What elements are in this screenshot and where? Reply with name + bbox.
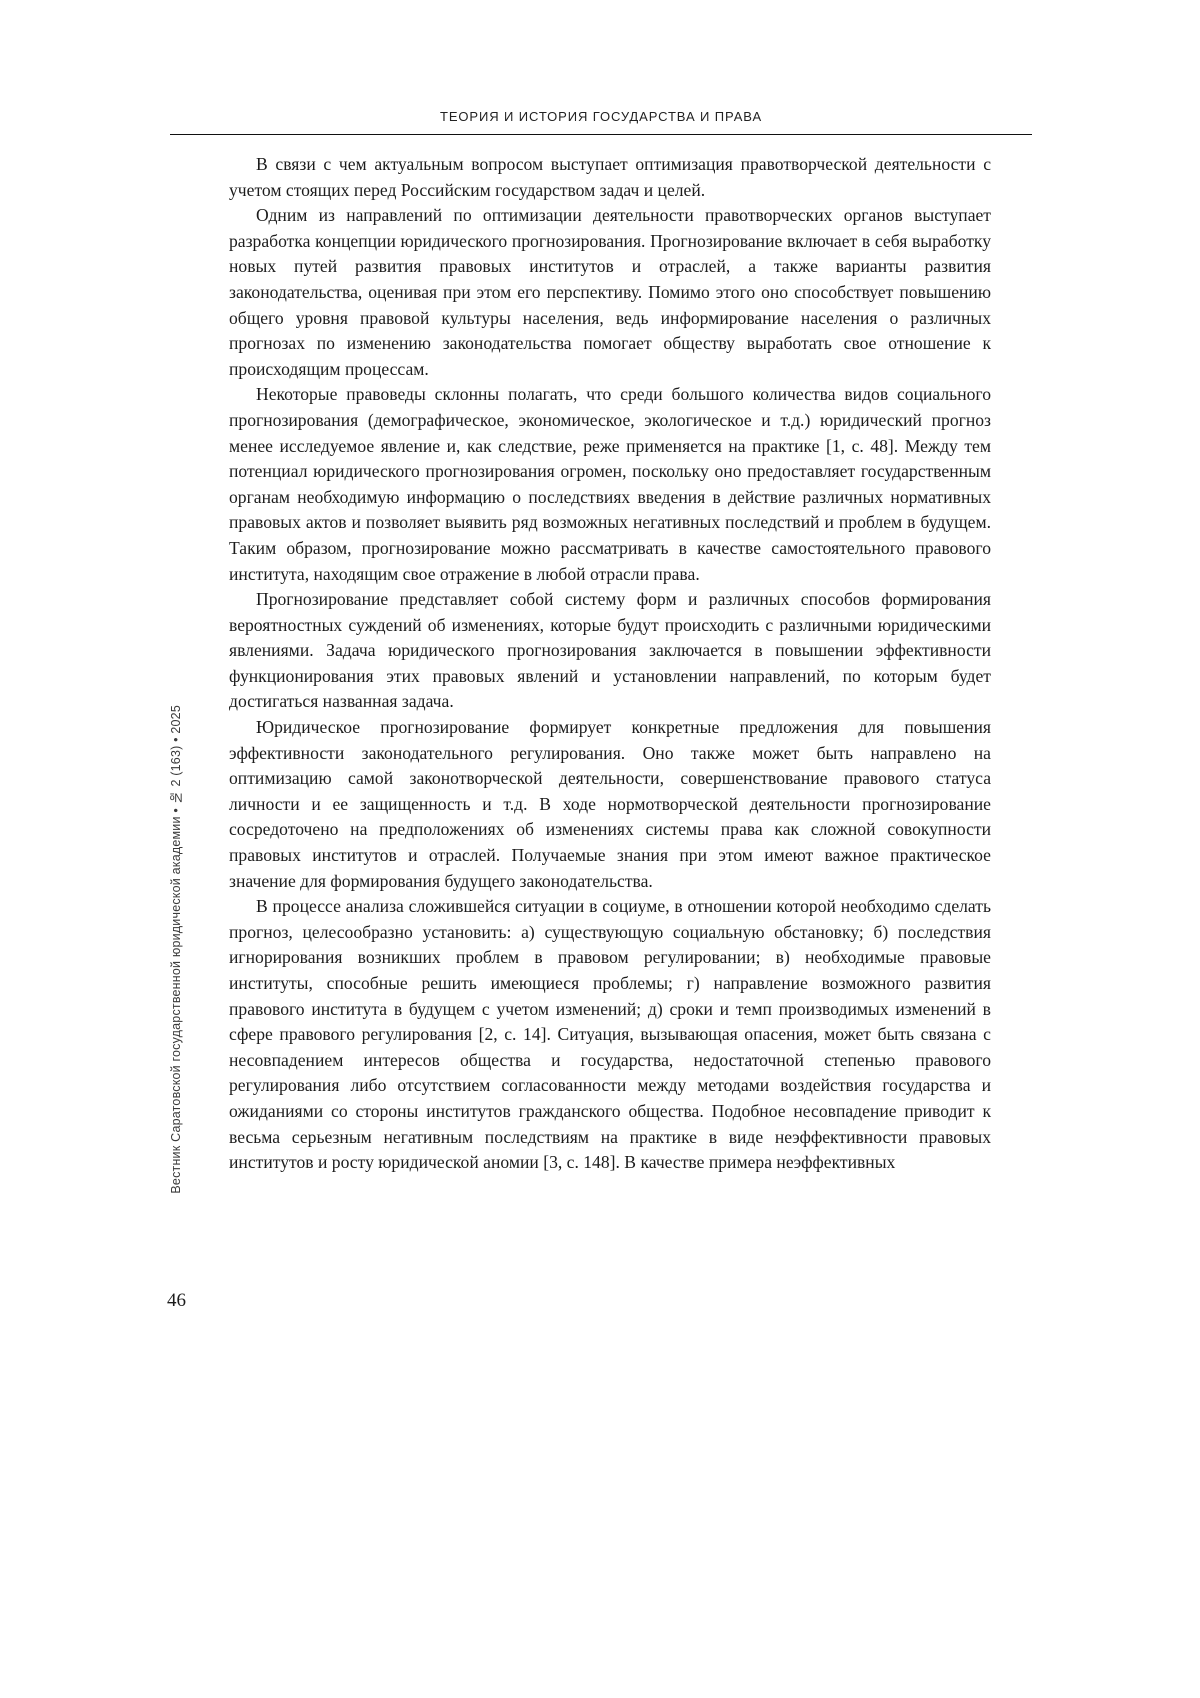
article-paragraph: Юридическое прогнозирование формирует конкретные предложения для повышения эффективности законодательного регулирования. Оно также может быть направлено на оптимизацию самой законотворческой деятельности, совершенствование правового статуса личности и ее защищенность и т.д. В ходе нормотворческой деятельности прогнозирование сосредоточено на предположениях об изменениях системы права как сложной совокупности правовых институтов и отраслей. Получаемые знания при этом имеют важное практическое значение для формирования будущего законодательства. (229, 717, 991, 891)
article-paragraph: Прогнозирование представляет собой систему форм и различных способов формирования вероятностных суждений об изменениях, которые будут происходить с различными юридическими явлениями. Задача юридического прогнозирования заключается в повышении эффективности функционирования этих правовых явлений и установлении направлений, по которым будет достигаться названная задача. (229, 589, 991, 712)
running-head: ТЕОРИЯ И ИСТОРИЯ ГОСУДАРСТВА И ПРАВА (439, 109, 763, 124)
article-paragraph: Одним из направлений по оптимизации деятельности правотворческих органов выступает разработка концепции юридического прогнозирования. Прогнозирование включает в себя выработку новых путей развития правовых институтов и отраслей, а также варианты развития законодательства, оценивая при этом его перспективу. Помимо этого оно способствует повышению общего уровня правовой культуры населения, ведь информирование населения о различных прогнозах по изменению законодательства помогает обществу выработать свое отношение к происходящим процессам. (229, 205, 991, 379)
header-rule (170, 134, 1032, 135)
journal-edition-caption: Вестник Саратовской государственной юридической академии • № 2 (163) • 2025 (169, 705, 183, 1194)
article-paragraph: В связи с чем актуальным вопросом выступает оптимизация правотворческой деятельности с учетом стоящих перед Российским государством задач и целей. (229, 154, 991, 200)
article-paragraph: В процессе анализа сложившейся ситуации в социуме, в отношении которой необходимо сделать прогноз, целесообразно установить: а) существующую социальную обстановку; б) последствия игнорирования возникших проблем в правовом регулировании; в) необходимые правовые институты, способные решить имеющиеся проблемы; г) направление возможного развития правового института в будущем с учетом изменений; д) сроки и темп производимых изменений в сфере правового регулирования [2, с. 14]. Ситуация, вызывающая опасения, может быть связана с несовпадением интересов общества и государства, недостаточной степенью правового регулирования либо отсутствием согласованности между методами воздействия государства и ожиданиями со стороны институтов гражданского общества. Подобное несовпадение приводит к весьма серьезным негативным последствиям на практике в виде неэффективности правовых институтов и росту юридической аномии [3, с. 148]. В качестве примера неэффективных (229, 896, 991, 1173)
article-paragraph: Некоторые правоведы склонны полагать, что среди большого количества видов социального прогнозирования (демографическое, экономическое, экологическое и т.д.) юридический прогноз менее исследуемое явление и, как следствие, реже применяется на практике [1, с. 48]. Между тем потенциал юридического прогнозирования огромен, поскольку оно предоставляет государственным органам необходимую информацию о последствиях введения в действие различных нормативных правовых актов и позволяет выявить ряд возможных негативных последствий и проблем в будущем. Таким образом, прогнозирование можно рассматривать в качестве самостоятельного правового института, находящим свое отражение в любой отрасли права. (229, 384, 991, 584)
article-body (229, 152, 991, 1176)
page-number: 46 (167, 1290, 186, 1311)
